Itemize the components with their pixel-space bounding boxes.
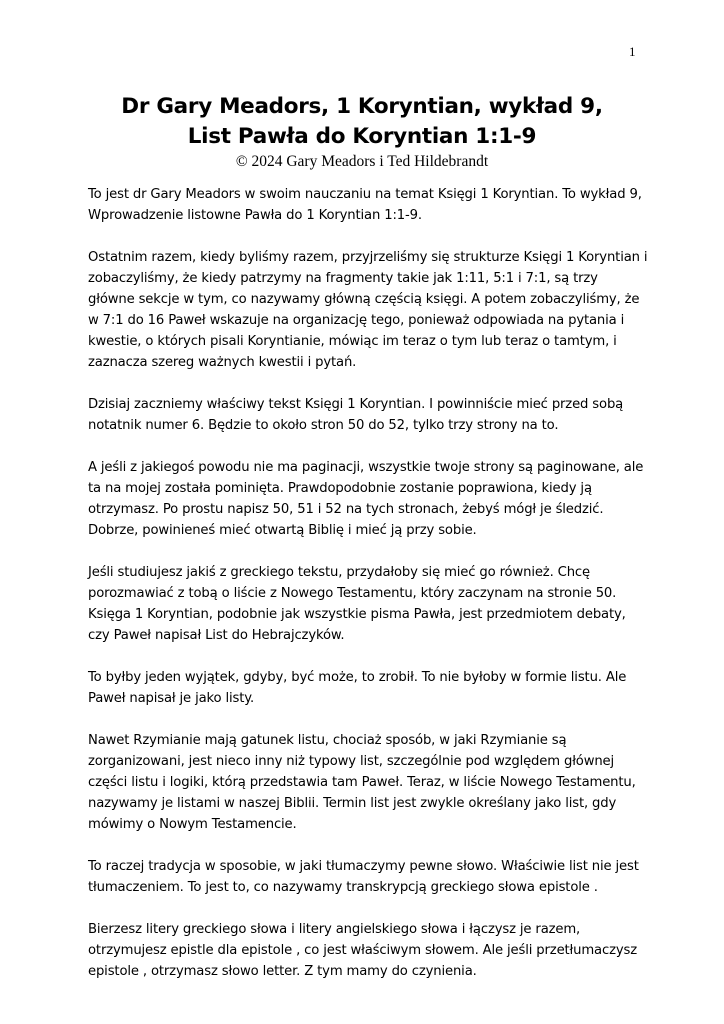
page-number: 1 bbox=[629, 44, 636, 59]
paragraph: A jeśli z jakiegoś powodu nie ma paginacji, wszystkie twoje strony są paginowane, ale ta na mojej została pominięta. Prawdopodobnie zostanie poprawiona, kiedy ją otrzymasz. Po prostu napisz 50, 51 i 52 na tych stronach, żebyś mógł je śledzić. Dobrze, powinieneś mieć otwartą Biblię i mieć ją przy sobie. bbox=[88, 460, 644, 538]
paragraph: Nawet Rzymianie mają gatunek listu, chociaż sposób, w jaki Rzymianie są zorganizowani, jest nieco inny niż typowy list, szczególnie pod względem głównej części listu i logiki, którą przedstawia tam Paweł. Teraz, w liście Nowego Testamentu, nazywamy je listami w naszej Biblii. Termin list jest zwykle określany jako list, gdy mówimy o Nowym Testamencie. bbox=[88, 733, 636, 832]
title-line-1: Dr Gary Meadors, 1 Koryntian, wykład 9, bbox=[121, 94, 603, 119]
paragraph: Dzisiaj zaczniemy właściwy tekst Księgi 1 Koryntian. I powinniście mieć przed sobą notatnik numer 6. Będzie to około stron 50 do 52, tylko trzy strony na to. bbox=[88, 397, 624, 433]
title-line-2: List Pawła do Koryntian 1:1-9 bbox=[187, 124, 537, 149]
paragraph: To byłby jeden wyjątek, gdyby, być może, to zrobił. To nie byłoby w formie listu. Ale Paweł napisał je jako listy. bbox=[88, 670, 627, 706]
document-header bbox=[0, 92, 724, 172]
document-title bbox=[0, 92, 724, 152]
document-body bbox=[88, 184, 648, 1003]
paragraph: Bierzesz litery greckiego słowa i litery angielskiego słowa i łączysz je razem, otrzymujesz epistle dla epistole , co jest właściwym słowem. Ale jeśli przetłumaczysz epistole , otrzymasz słowo letter. Z tym mamy do czynienia. bbox=[88, 922, 638, 979]
paragraph: To jest dr Gary Meadors w swoim nauczaniu na temat Księgi 1 Koryntian. To wykład 9, Wprowadzenie listowne Pawła do 1 Koryntian 1:1-9. bbox=[88, 187, 642, 223]
paragraph: To raczej tradycja w sposobie, w jaki tłumaczymy pewne słowo. Właściwie list nie jest tłumaczeniem. To jest to, co nazywamy transkrypcją greckiego słowa epistole . bbox=[88, 859, 639, 895]
copyright-line: © 2024 Gary Meadors i Ted Hildebrandt bbox=[235, 153, 489, 170]
paragraph: Ostatnim razem, kiedy byliśmy razem, przyjrzeliśmy się strukturze Księgi 1 Koryntian i zobaczyliśmy, że kiedy patrzymy na fragmenty takie jak 1:11, 5:1 i 7:1, są trzy główne sekcje w tym, co nazywamy główną częścią księgi. A potem zobaczyliśmy, że w 7:1 do 16 Paweł wskazuje na organizację tego, ponieważ odpowiada na pytania i kwestie, o których pisali Koryntianie, mówiąc im teraz o tym lub teraz o tamtym, i zaznacza szereg ważnych kwestii i pytań. bbox=[88, 250, 648, 370]
paragraph: Jeśli studiujesz jakiś z greckiego tekstu, przydałoby się mieć go również. Chcę porozmawiać z tobą o liście z Nowego Testamentu, który zaczynam na stronie 50. Księga 1 Koryntian, podobnie jak wszystkie pisma Pawła, jest przedmiotem debaty, czy Paweł napisał List do Hebrajczyków. bbox=[88, 565, 626, 643]
